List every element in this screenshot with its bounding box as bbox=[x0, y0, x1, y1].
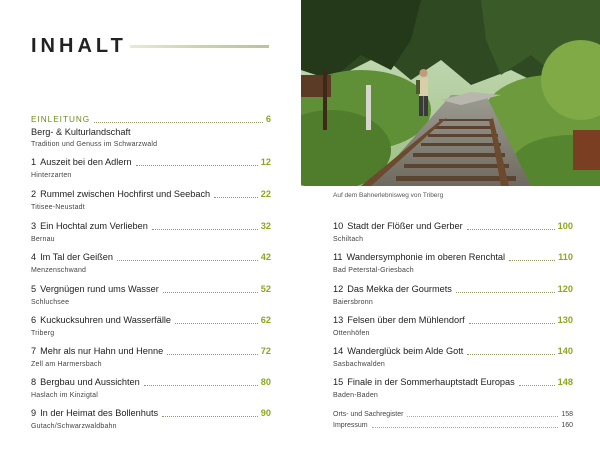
leader-dots bbox=[467, 354, 554, 355]
chapter-number: 11 bbox=[333, 252, 343, 262]
leader-dots bbox=[163, 292, 258, 293]
toc-register-entry[interactable] bbox=[333, 410, 573, 419]
toc-entry[interactable] bbox=[31, 252, 271, 275]
page-number: 6 bbox=[265, 114, 271, 124]
page-number: 80 bbox=[260, 377, 271, 387]
page-number: 140 bbox=[557, 346, 573, 356]
photo-caption: Auf dem Bahnerlebnisweg von Triberg bbox=[333, 192, 444, 199]
cover-photo bbox=[301, 0, 600, 186]
leader-dots bbox=[407, 416, 558, 417]
chapter-number: 9 bbox=[31, 408, 37, 418]
page-number: 42 bbox=[260, 252, 271, 262]
toc-entry[interactable] bbox=[31, 346, 271, 369]
toc-entry[interactable] bbox=[333, 315, 573, 338]
leader-dots bbox=[94, 122, 263, 123]
page-number: 120 bbox=[557, 284, 573, 294]
chapter-place: Gutach/Schwarzwaldbahn bbox=[31, 423, 117, 430]
chapter-number: 6 bbox=[31, 315, 37, 325]
chapter-number: 15 bbox=[333, 377, 344, 387]
leader-dots bbox=[469, 323, 555, 324]
page-number: 12 bbox=[260, 157, 271, 167]
leader-dots bbox=[372, 427, 559, 428]
toc-entry[interactable] bbox=[31, 315, 271, 338]
leader-dots bbox=[467, 229, 555, 230]
leader-dots bbox=[136, 165, 258, 166]
chapter-place: Titisee-Neustadt bbox=[31, 204, 85, 211]
chapter-title: Das Mekka der Gourmets bbox=[347, 284, 452, 294]
chapter-number: 2 bbox=[31, 189, 37, 199]
chapter-number: 3 bbox=[31, 221, 37, 231]
chapter-number: 10 bbox=[333, 221, 344, 231]
toc-entry[interactable] bbox=[333, 346, 573, 369]
chapter-place: Bernau bbox=[31, 236, 55, 243]
chapter-number: 7 bbox=[31, 346, 37, 356]
toc-entry[interactable] bbox=[31, 221, 271, 244]
leader-dots bbox=[117, 260, 258, 261]
page-number: 72 bbox=[260, 346, 271, 356]
chapter-title: Stadt der Flößer und Gerber bbox=[347, 221, 463, 231]
toc-intro[interactable] bbox=[31, 114, 271, 149]
chapter-place: Haslach im Kinzigtal bbox=[31, 392, 99, 399]
toc-entry[interactable] bbox=[333, 252, 573, 275]
intro-subtitle: Tradition und Genuss im Schwarzwald bbox=[31, 141, 158, 148]
leader-dots bbox=[214, 197, 258, 198]
title-rule bbox=[130, 45, 269, 48]
chapter-title: Ein Hochtal zum Verlieben bbox=[40, 221, 148, 231]
chapter-title: Felsen über dem Mühlendorf bbox=[347, 315, 465, 325]
chapter-place: Ottenhöfen bbox=[333, 330, 370, 337]
chapter-number: 13 bbox=[333, 315, 344, 325]
chapter-number: 12 bbox=[333, 284, 344, 294]
leader-dots bbox=[456, 292, 555, 293]
toc-entry[interactable] bbox=[31, 284, 271, 307]
chapter-place: Schiltach bbox=[333, 236, 364, 243]
chapter-title: Rummel zwischen Hochfirst und Seebach bbox=[40, 189, 211, 199]
page-number: 62 bbox=[260, 315, 271, 325]
chapter-number: 1 bbox=[31, 157, 37, 167]
page-number: 22 bbox=[260, 189, 271, 199]
chapter-title: Kuckucksuhren und Wasserfälle bbox=[40, 315, 172, 325]
toc-entry[interactable] bbox=[31, 377, 271, 400]
toc-entry[interactable] bbox=[333, 284, 573, 307]
chapter-place: Zell am Harmersbach bbox=[31, 361, 102, 368]
chapter-title: Finale in der Sommerhauptstadt Europas bbox=[347, 377, 515, 387]
toc-imprint-entry[interactable] bbox=[333, 421, 573, 430]
leader-dots bbox=[167, 354, 258, 355]
page-number: 148 bbox=[557, 377, 573, 387]
chapter-place: Triberg bbox=[31, 330, 55, 337]
chapter-title: Im Tal der Geißen bbox=[40, 252, 113, 262]
imprint-label: Impressum bbox=[333, 422, 368, 429]
chapter-place: Hinterzarten bbox=[31, 172, 72, 179]
leader-dots bbox=[175, 323, 258, 324]
leader-dots bbox=[509, 260, 555, 261]
chapter-place: Sasbachwalden bbox=[333, 361, 386, 368]
chapter-place: Baiersbronn bbox=[333, 299, 373, 306]
toc-entry[interactable] bbox=[31, 408, 271, 431]
chapter-number: 8 bbox=[31, 377, 37, 387]
chapter-place: Baden-Baden bbox=[333, 392, 379, 399]
intro-heading: Berg- & Kulturlandschaft bbox=[31, 127, 131, 137]
chapter-title: Mehr als nur Hahn und Henne bbox=[40, 346, 164, 356]
leader-dots bbox=[162, 416, 258, 417]
chapter-title: Wandersymphonie im oberen Renchtal bbox=[346, 252, 506, 262]
chapter-title: Bergbau und Aussichten bbox=[40, 377, 140, 387]
page-number: 100 bbox=[557, 221, 573, 231]
chapter-number: 5 bbox=[31, 284, 37, 294]
page-number: 32 bbox=[260, 221, 271, 231]
register-label: Orts- und Sachregister bbox=[333, 411, 404, 418]
chapter-place: Menzenschwand bbox=[31, 267, 87, 274]
leader-dots bbox=[152, 229, 258, 230]
leader-dots bbox=[519, 385, 555, 386]
chapter-number: 4 bbox=[31, 252, 37, 262]
page-number: 90 bbox=[260, 408, 271, 418]
chapter-place: Bad Peterstal-Griesbach bbox=[333, 267, 414, 274]
page-number: 52 bbox=[260, 284, 271, 294]
toc-entry[interactable] bbox=[31, 189, 271, 212]
toc-entry[interactable] bbox=[31, 157, 271, 180]
railway-photo-illustration bbox=[301, 0, 600, 186]
intro-label: EINLEITUNG bbox=[31, 115, 91, 124]
page-number: 130 bbox=[557, 315, 573, 325]
chapter-title: Vergnügen rund ums Wasser bbox=[40, 284, 159, 294]
chapter-number: 14 bbox=[333, 346, 344, 356]
page-number: 110 bbox=[558, 252, 573, 262]
chapter-title: Wanderglück beim Alde Gott bbox=[347, 346, 464, 356]
page-number: 158 bbox=[561, 411, 573, 418]
leader-dots bbox=[144, 385, 258, 386]
chapter-title: In der Heimat des Bollenhuts bbox=[40, 408, 159, 418]
chapter-title: Auszeit bei den Adlern bbox=[40, 157, 132, 167]
chapter-place: Schluchsee bbox=[31, 299, 70, 306]
toc-entry[interactable] bbox=[333, 377, 573, 400]
toc-entry[interactable] bbox=[333, 221, 573, 244]
page-title: INHALT bbox=[31, 35, 127, 57]
page-number: 160 bbox=[561, 422, 573, 429]
